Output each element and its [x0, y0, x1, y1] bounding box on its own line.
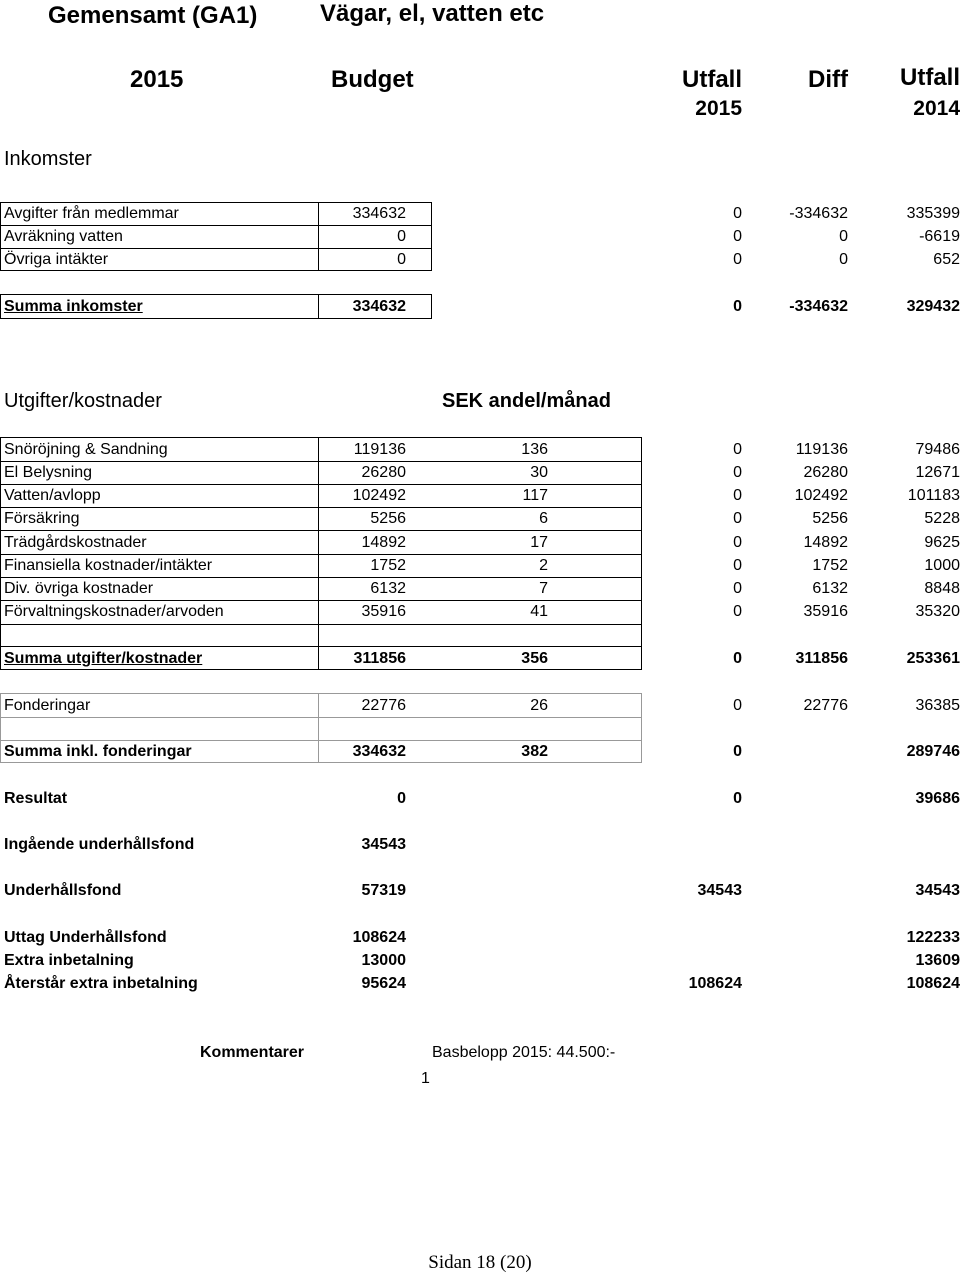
resultat-row: Resultat 0 0 39686	[4, 790, 960, 807]
comments-note: 1	[421, 1070, 430, 1087]
income-heading: Inkomster	[4, 148, 92, 170]
year-header: 2015	[130, 66, 184, 93]
extra-row: Extra inbetalning 13000 13609	[4, 952, 960, 969]
comments-text: Basbelopp 2015: 44.500:-	[432, 1044, 616, 1061]
fonderingar-row-line	[0, 717, 642, 718]
expense-row: Vatten/avlopp 102492 117 0 102492 101183	[4, 487, 960, 504]
utfall-prev-header: Utfall	[900, 64, 960, 91]
expense-row: Div. övriga kostnader 6132 7 0 6132 8848	[4, 580, 960, 597]
budget-header: Budget	[331, 66, 414, 93]
expense-row: Snöröjning & Sandning 119136 136 0 119136 79486	[4, 441, 960, 458]
underhallsfond-row: Underhållsfond 57319 34543 34543	[4, 882, 960, 899]
uttag-row: Uttag Underhållsfond 108624 122233	[4, 929, 960, 946]
expenses-row-line	[0, 624, 642, 625]
expense-row: Trädgårdskostnader 14892 17 0 14892 9625	[4, 534, 960, 551]
income-row: Övriga intäkter 0 0 0 652	[4, 251, 960, 268]
income-row: Avräkning vatten 0 0 0 -6619	[4, 228, 960, 245]
utfall-header: Utfall	[682, 66, 742, 93]
expense-row: Försäkring 5256 6 0 5256 5228	[4, 510, 960, 527]
sek-heading: SEK andel/månad	[442, 390, 611, 412]
expense-row: Förvaltningskostnader/arvoden 35916 41 0 35916 35320	[4, 603, 960, 620]
utfall-year-header: 2015	[695, 97, 742, 120]
ingaende-row: Ingående underhållsfond 34543	[4, 836, 406, 853]
page-number: Sidan 18 (20)	[428, 1252, 532, 1273]
aterstar-row: Återstår extra inbetalning 95624 108624 108624	[4, 975, 960, 992]
expenses-row-line	[0, 646, 642, 647]
income-row: Avgifter från medlemmar 334632 0 -334632 335399	[4, 205, 960, 222]
diff-header: Diff	[808, 66, 848, 93]
subject-title: Vägar, el, vatten etc	[320, 0, 545, 27]
utfall-prev-year-header: 2014	[913, 97, 960, 120]
income-total-row: Summa inkomster 334632 0 -334632 329432	[4, 298, 960, 315]
summa-inkl-row: Summa inkl. fonderingar 334632 382 0 289746	[4, 743, 960, 760]
fonderingar-row: Fonderingar 22776 26 0 22776 36385	[4, 697, 960, 714]
comments-label: Kommentarer	[200, 1044, 305, 1061]
expense-row: Finansiella kostnader/intäkter 1752 2 0 1752 1000	[4, 557, 960, 574]
group-title: Gemensamt (GA1)	[48, 2, 258, 29]
expenses-heading: Utgifter/kostnader	[4, 390, 162, 412]
expenses-row-line	[0, 530, 642, 531]
expense-row: El Belysning 26280 30 0 26280 12671	[4, 464, 960, 481]
expenses-total-row: Summa utgifter/kostnader 311856 356 0 311856 253361	[4, 650, 960, 667]
